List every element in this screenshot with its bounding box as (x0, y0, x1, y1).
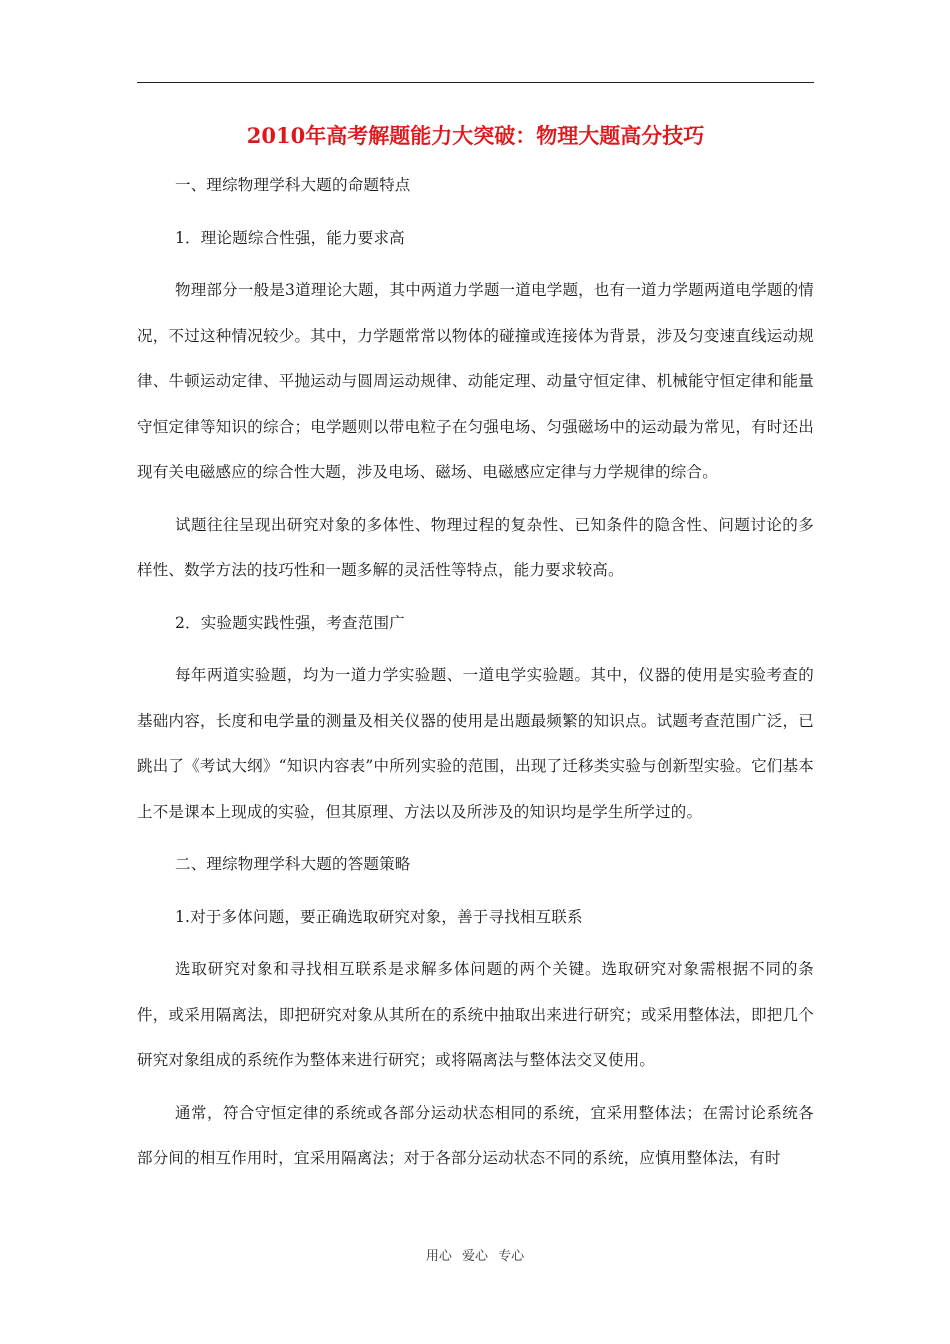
subsection-heading-2-1: 1.对于多体问题，要正确选取研究对象，善于寻找相互联系 (175, 907, 583, 926)
body-paragraph: 每年两道实验题，均为一道力学实验题、一道电学实验题。其中，仪器的使用是实验考查的基础内容，长度和电学量的测量及相关仪器的使用是出题最频繁的知识点。试题考查范围广泛，已跳出了《考试大纲》“知识内容表”中所列实验的范围，出现了迁移类实验与创新型实验。它们基本上不是课本上现成的实验，但其原理、方法以及所涉及的知识均是学生所学过的。 (137, 666, 814, 821)
section-heading-2: 二、理综物理学科大题的答题策略 (175, 855, 411, 873)
section-heading-1: 一、理综物理学科大题的命题特点 (175, 176, 411, 194)
subsection-heading-1-2: 2．实验题实践性强，考查范围广 (175, 613, 405, 632)
page-footer: 用心 爱心 专心 (425, 1249, 525, 1264)
header-rule (137, 82, 814, 83)
body-paragraph: 物理部分一般是3道理论大题，其中两道力学题一道电学题，也有一道力学题两道电学题的情况，不过这种情况较少。其中，力学题常常以物体的碰撞或连接体为背景，涉及匀变速直线运动规律、牛顿运动定律、平抛运动与圆周运动规律、动能定理、动量守恒定律、机械能守恒定律和能量守恒定律等知识的综合；电学题则以带电粒子在匀强电场、匀强磁场中的运动最为常见，有时还出现有关电磁感应的综合性大题，涉及电场、磁场、电磁感应定律与力学规律的综合。 (137, 281, 814, 481)
body-paragraph: 通常，符合守恒定律的系统或各部分运动状态相同的系统，宜采用整体法；在需讨论系统各部分间的相互作用时，宜采用隔离法；对于各部分运动状态不同的系统，应慎用整体法，有时 (137, 1103, 814, 1167)
subsection-heading-1-1: 1．理论题综合性强，能力要求高 (175, 228, 405, 247)
body-paragraph: 试题往往呈现出研究对象的多体性、物理过程的复杂性、已知条件的隐含性、问题讨论的多样性、数学方法的技巧性和一题多解的灵活性等特点，能力要求较高。 (137, 515, 814, 579)
document-title: 2010年高考解题能力大突破：物理大题高分技巧 (246, 123, 705, 148)
document-body (137, 163, 814, 1189)
body-paragraph: 选取研究对象和寻找相互联系是求解多体问题的两个关键。选取研究对象需根据不同的条件，或采用隔离法，即把研究对象从其所在的系统中抽取出来进行研究；或采用整体法，即把几个研究对象组成的系统作为整体来进行研究；或将隔离法与整体法交叉使用。 (137, 960, 814, 1069)
